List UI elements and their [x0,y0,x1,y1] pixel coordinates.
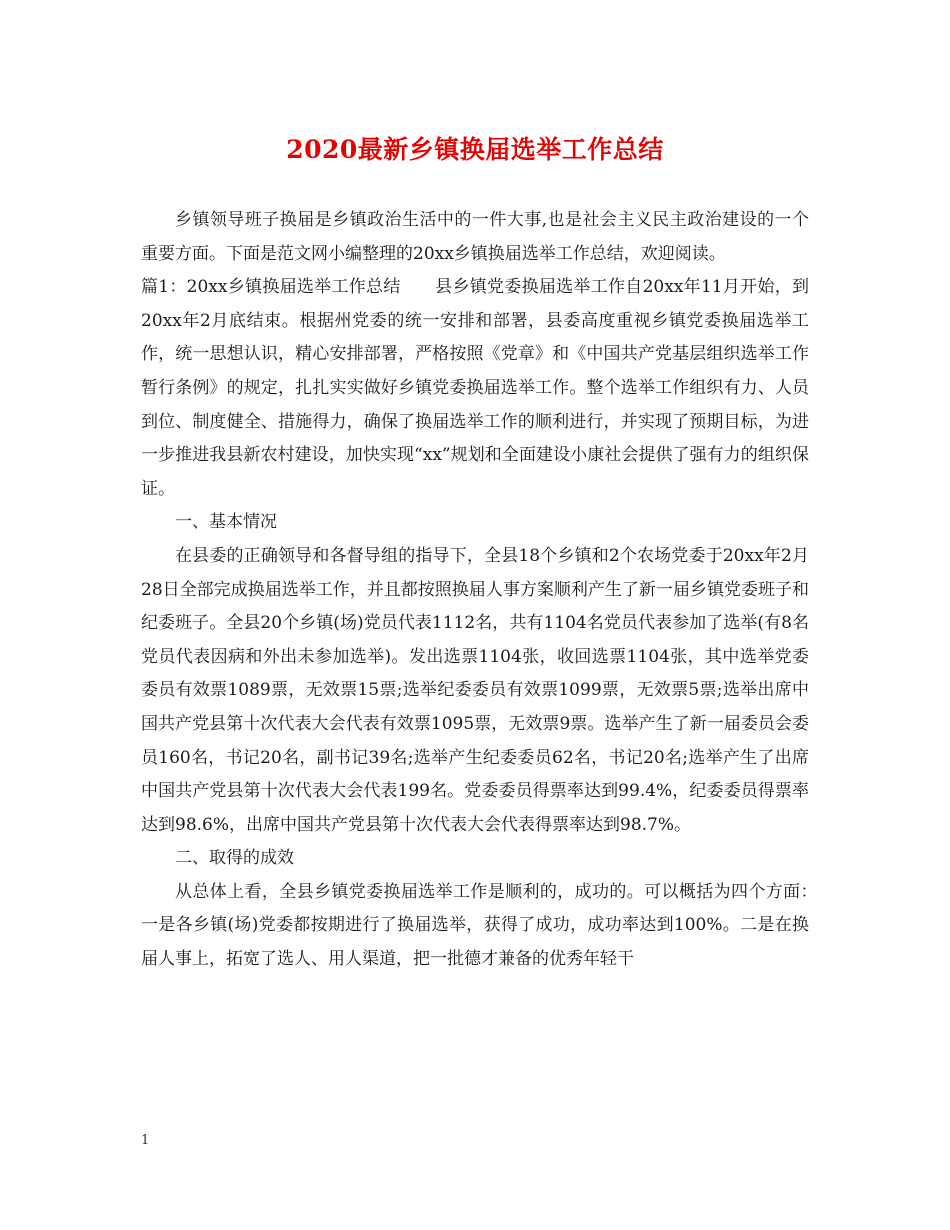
section-heading-achievements: 二、取得的成效 [175,848,294,869]
paragraph-chapter-1: 篇1：20xx乡镇换届选举工作总结 县乡镇党委换届选举工作自20xx年11月开始，到20xx年2月底结束。根据州党委的统一安排和部署，县委高度重视乡镇党委换届选举工作，统一思想认识，精心安排部署，严格按照《党章》和《中国共产党基层组织选举工作暂行条例》的规定，扎扎实实做好乡镇党委换届选举工作。整个选举工作组织有力、人员到位、制度健全、措施得力，确保了换届选举工作的顺利进行，并实现了预期目标，为进一步推进我县新农村建设，加快实现“xx”规划和全面建设小康社会提供了强有力的组织保证。 [141,277,809,499]
section-heading-basic-situation: 一、基本情况 [175,512,277,533]
page-title: 2020最新乡镇换届选举工作总结 [286,135,664,164]
paragraph-basic-situation: 在县委的正确领导和各督导组的指导下，全县18个乡镇和2个农场党委于20xx年2月28日全部完成换届选举工作，并且都按照换届人事方案顺利产生了新一届乡镇党委班子和纪委班子。全县20个乡镇(场)党员代表1112名，共有1104名党员代表参加了选举(有8名党员代表因病和外出未参加选举)。发出选票1104张，收回选票1104张，其中选举党委委员有效票1089票，无效票15票;选举纪委委员有效票1099票，无效票5票;选举出席中国共产党县第十次代表大会代表有效票1095票，无效票9票。选举产生了新一届委员会委员160名，书记20名，副书记39名;选举产生纪委委员62名，书记20名;选举产生了出席中国共产党县第十次代表大会代表199名。党委委员得票率达到99.4%，纪委委员得票率达到98.6%，出席中国共产党县第十次代表大会代表得票率达到98.7%。 [141,545,809,835]
document-body [141,204,826,977]
paragraph-achievements: 从总体上看，全县乡镇党委换届选举工作是顺利的，成功的。可以概括为四个方面： 一是各乡镇(场)党委都按期进行了换届选举，获得了成功，成功率达到100%。二是在换届人事上，拓宽了选人、用人渠道，把一批德才兼备的优秀年轻干 [141,881,826,970]
page-number: 1 [141,1133,150,1148]
paragraph-intro: 乡镇领导班子换届是乡镇政治生活中的一件大事,也是社会主义民主政治建设的一个重要方面。下面是范文网小编整理的20xx乡镇换届选举工作总结，欢迎阅读。 [141,210,809,264]
